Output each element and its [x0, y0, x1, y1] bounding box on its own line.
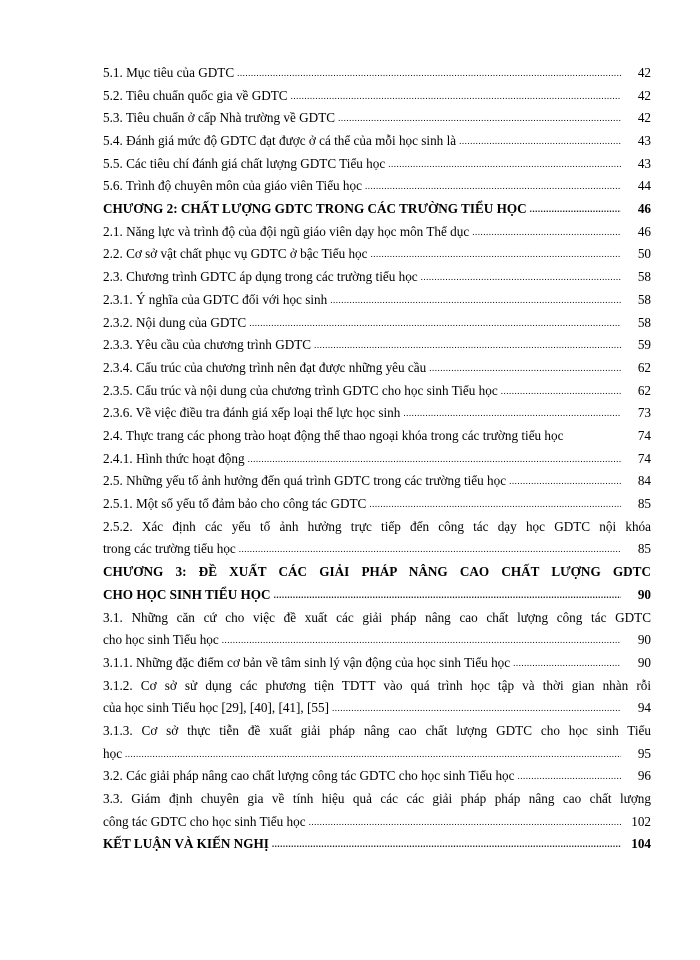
toc-entry-page: 43 — [637, 155, 651, 171]
dot-leader — [421, 266, 621, 289]
toc-entry-title-line1: 3.1.2. Cơ sở sử dụng các phương tiện TDTT vào quá trình học tập và thời gian nhàn rỗi — [103, 677, 651, 693]
toc-entry-title: 5.6. Trình độ chuyên môn của giáo viên Tiểu học — [103, 178, 362, 194]
toc-entry[interactable] — [103, 266, 651, 289]
dot-leader — [125, 743, 621, 766]
toc-entry-title: 5.3. Tiêu chuẩn ở cấp Nhà trường về GDTC — [103, 110, 336, 126]
toc-entry[interactable] — [103, 357, 651, 380]
toc-entry-title: 2.2. Cơ sở vật chất phục vụ GDTC ở bậc Tiểu học — [103, 246, 368, 262]
dot-leader — [272, 833, 621, 856]
dot-leader — [332, 697, 621, 720]
dot-leader — [429, 357, 621, 380]
toc-entry-title: 2.3. Chương trình GDTC áp dụng trong các trường tiểu học — [103, 269, 418, 285]
toc-entry-page: 50 — [637, 246, 651, 262]
toc-chapter-entry[interactable] — [103, 198, 651, 221]
toc-entry-page: 46 — [637, 223, 651, 239]
toc-entry-title: 3.1.1. Những đặc điểm cơ bản về tâm sinh lý vận động của học sinh Tiểu học — [103, 654, 511, 670]
toc-entry-page: 84 — [637, 473, 651, 489]
toc-entry-title: 2.3.1. Ý nghĩa của GDTC đối với học sinh — [103, 291, 328, 307]
toc-entry-title-line1: 3.1.3. Cơ sở thực tiễn đề xuất giải pháp nâng cao chất lượng GDTC cho học sinh Tiểu — [103, 722, 651, 738]
toc-section-entry[interactable] — [103, 833, 651, 856]
dot-leader — [388, 153, 621, 176]
toc-entry-title: 2.3.4. Cấu trúc của chương trình nên đạt được những yêu cầu — [103, 359, 427, 375]
toc-entry-title: 5.2. Tiêu chuẩn quốc gia về GDTC — [103, 87, 288, 103]
toc-entry-title: 2.1. Năng lực và trình độ của đội ngũ giáo viên dạy học môn Thể dục — [103, 223, 470, 239]
toc-entry-page: 90 — [637, 586, 651, 602]
toc-entry-multiline[interactable] — [103, 720, 651, 765]
toc-entry-title: 2.4.1. Hình thức hoạt động — [103, 450, 245, 466]
toc-entry[interactable] — [103, 312, 651, 335]
dot-leader — [222, 629, 621, 652]
toc-entry-page: 95 — [637, 745, 651, 761]
toc-entry[interactable] — [103, 244, 651, 267]
toc-entry[interactable] — [103, 448, 651, 471]
toc-entry-title: 5.5. Các tiêu chí đánh giá chất lượng GDTC Tiểu học — [103, 155, 386, 171]
toc-entry-title-line1: CHƯƠNG 3: ĐỀ XUẤT CÁC GIẢI PHÁP NÂNG CAO CHẤT LƯỢNG GDTC — [103, 564, 651, 580]
toc-entry-page: 58 — [637, 291, 651, 307]
dot-leader — [369, 493, 621, 516]
toc-entry[interactable] — [103, 62, 651, 85]
toc-entry-page: 42 — [637, 87, 651, 103]
toc-entry-title: 2.3.2. Nội dung của GDTC — [103, 314, 247, 330]
toc-entry-page: 102 — [631, 813, 651, 829]
toc-chapter-entry-multiline[interactable] — [103, 561, 651, 606]
toc-entry-page: 43 — [637, 133, 651, 149]
toc-entry-title: 2.3.5. Cấu trúc và nội dung của chương trình GDTC cho học sinh Tiểu học — [103, 382, 498, 398]
dot-leader — [248, 448, 621, 471]
dot-leader — [239, 538, 621, 561]
toc-entry-title: 3.2. Các giải pháp nâng cao chất lượng công tác GDTC cho học sinh Tiểu học — [103, 768, 515, 784]
toc-entry-page: 85 — [637, 541, 651, 557]
toc-entry[interactable] — [103, 153, 651, 176]
dot-leader — [274, 584, 621, 607]
toc-entry-title: 2.5.1. Một số yếu tố đảm bảo cho công tác GDTC — [103, 496, 367, 512]
toc-entry-title-line2: trong các trường tiểu học — [103, 541, 236, 557]
toc-entry-title: CHƯƠNG 2: CHẤT LƯỢNG GDTC TRONG CÁC TRƯỜNG TIỂU HỌC — [103, 201, 527, 217]
toc-entry-multiline[interactable] — [103, 607, 651, 652]
toc-entry-title-line1: 2.5.2. Xác định các yếu tố ảnh hưởng trực tiếp đến công tác dạy học GDTC nội khóa — [103, 518, 651, 534]
dot-leader — [291, 85, 621, 108]
toc-entry-page: 96 — [637, 768, 651, 784]
toc-entry[interactable] — [103, 765, 651, 788]
dot-leader — [530, 198, 621, 221]
toc-entry-title-line2: công tác GDTC cho học sinh Tiểu học — [103, 813, 306, 829]
dot-leader — [518, 765, 622, 788]
toc-entry-title: 2.5. Những yếu tố ảnh hưởng đến quá trình GDTC trong các trường tiểu học — [103, 473, 507, 489]
toc-entry-page: 74 — [637, 450, 651, 466]
dot-leader — [472, 221, 621, 244]
toc-entry-title: 2.3.3. Yêu cầu của chương trình GDTC — [103, 337, 312, 353]
toc-entry-title-line2: cho học sinh Tiểu học — [103, 632, 219, 648]
dot-leader — [330, 289, 621, 312]
toc-entry[interactable] — [103, 493, 651, 516]
dot-leader — [509, 470, 621, 493]
dot-leader — [365, 175, 621, 198]
dot-leader — [338, 107, 621, 130]
toc-entry-title-line1: 3.1. Những căn cứ cho việc đề xuất các giải pháp nâng cao chất lượng công tác GDTC — [103, 609, 651, 625]
toc-entry[interactable] — [103, 130, 651, 153]
dot-leader — [314, 334, 621, 357]
toc-entry-multiline[interactable] — [103, 675, 651, 720]
dot-leader — [371, 243, 622, 266]
toc-entry[interactable] — [103, 175, 651, 198]
toc-entry[interactable] — [103, 470, 651, 493]
toc-entry-page: 90 — [637, 632, 651, 648]
toc-entry-page: 42 — [637, 110, 651, 126]
dot-leader — [237, 62, 621, 85]
toc-entry-title-line2: của học sinh Tiểu học [29], [40], [41], [55] — [103, 700, 329, 716]
toc-entry-page: 73 — [637, 405, 651, 421]
toc-entry[interactable] — [103, 107, 651, 130]
toc-entry[interactable] — [103, 402, 651, 425]
dot-leader — [403, 402, 621, 425]
toc-entry-page: 85 — [637, 496, 651, 512]
toc-entry-page: 42 — [637, 64, 651, 80]
toc-entry-page: 58 — [637, 314, 651, 330]
toc-entry-page: 94 — [637, 700, 651, 716]
toc-entry[interactable] — [103, 289, 651, 312]
toc-entry-page: 90 — [637, 654, 651, 670]
toc-entry[interactable] — [103, 85, 651, 108]
dot-leader — [501, 380, 621, 403]
toc-entry-title: 5.1. Mục tiêu của GDTC — [103, 64, 235, 80]
toc-entry-title-line2: học — [103, 745, 123, 761]
dot-leader — [309, 811, 621, 834]
toc-entry[interactable] — [103, 221, 651, 244]
toc-entry-title: KẾT LUẬN VÀ KIẾN NGHỊ — [103, 836, 269, 852]
toc-entry-page: 44 — [637, 178, 651, 194]
toc-entry-multiline[interactable] — [103, 788, 651, 833]
toc-entry-page: 62 — [637, 359, 651, 375]
toc-entry[interactable] — [103, 425, 651, 448]
table-of-contents — [103, 62, 651, 856]
dot-leader — [513, 652, 621, 675]
toc-entry-page: 58 — [637, 269, 651, 285]
toc-entry-title: 2.3.6. Về việc điều tra đánh giá xếp loại thể lực học sinh — [103, 405, 401, 421]
toc-entry[interactable] — [103, 652, 651, 675]
toc-entry-page: 62 — [637, 382, 651, 398]
toc-entry-page: 104 — [631, 836, 651, 852]
toc-entry-title-line2: CHO HỌC SINH TIỂU HỌC — [103, 586, 271, 602]
toc-entry-page: 74 — [637, 427, 651, 443]
toc-entry-title: 5.4. Đánh giá mức độ GDTC đạt được ở cá thể của mỗi học sinh là — [103, 133, 457, 149]
dot-leader — [249, 312, 621, 335]
toc-entry[interactable] — [103, 334, 651, 357]
dot-leader — [459, 130, 621, 153]
toc-entry-title-line1: 3.3. Giám định chuyên gia về tính hiệu quả các các giải pháp pháp nâng cao chất lượng — [103, 791, 651, 806]
toc-entry-page: 46 — [637, 201, 651, 217]
toc-entry[interactable] — [103, 380, 651, 403]
toc-entry-title: 2.4. Thực trang các phong trào hoạt động thể thao ngoại khóa trong các trường tiểu học — [103, 427, 564, 443]
toc-entry-multiline[interactable] — [103, 516, 651, 561]
toc-entry-page: 59 — [637, 337, 651, 353]
